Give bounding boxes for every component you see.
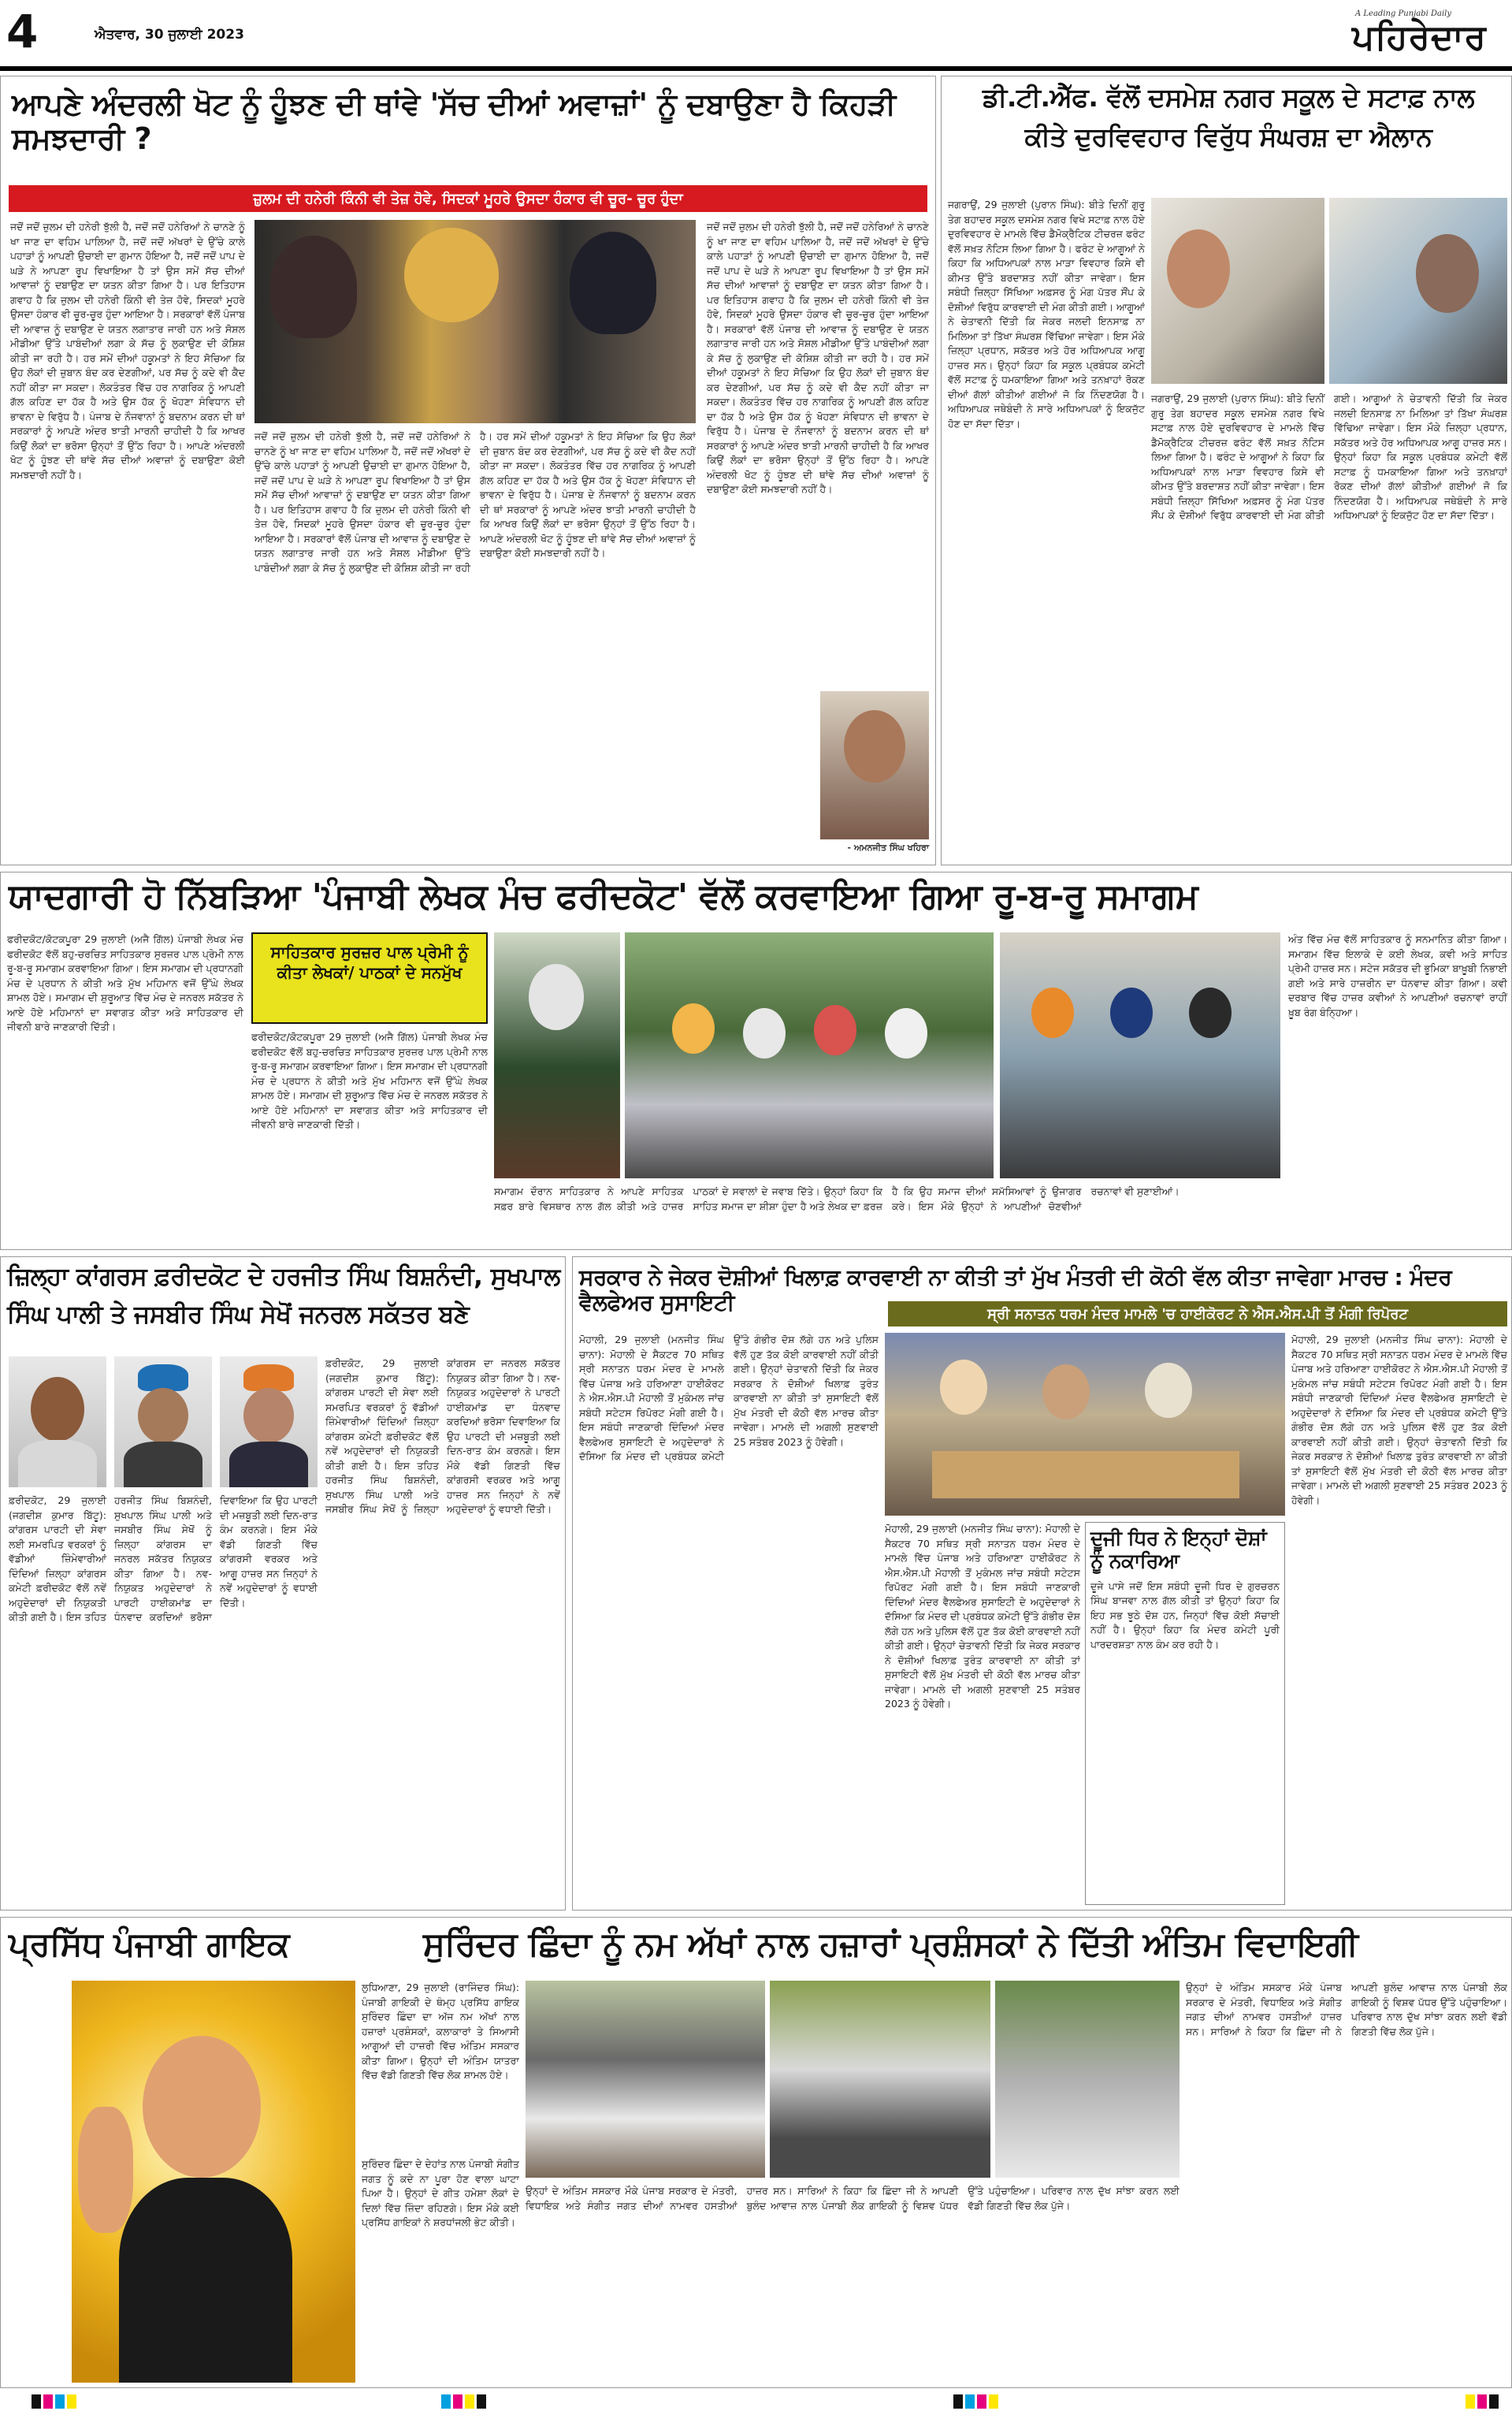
- mandir-body-left: ਮੋਹਾਲੀ, 29 ਜੁਲਾਈ (ਮਨਜੀਤ ਸਿੰਘ ਚਾਨਾ): ਮੋਹਾਲੀ ਦੇ ਸੈਕਟਰ 70 ਸਥਿਤ ਸ੍ਰੀ ਸਨਾਤਨ ਧਰਮ ਮੰਦਰ ਦੇ ਮਾਮਲੇ ਵਿੱਚ ਪੰਜਾਬ ਅਤੇ ਹਰਿਆਣਾ ਹਾਈਕੋਰਟ ਨੇ ਐਸ.ਐਸ.ਪੀ ਮੋਹਾਲੀ ਤੋਂ ਮੁਕੰਮਲ ਜਾਂਚ ਸਬੰਧੀ ਸਟੇਟਸ ਰਿਪੋਰਟ ਮੰਗੀ ਗਈ ਹੈ। ਇਸ ਸਬੰਧੀ ਜਾਣਕਾਰੀ ਦਿੰਦਿਆਂ ਮੰਦਰ ਵੈਲਫੇਅਰ ਸੁਸਾਇਟੀ ਦੇ ਅਹੁਦੇਦਾਰਾਂ ਨੇ ਦੱਸਿਆ ਕਿ ਮੰਦਰ ਦੀ ਪ੍ਰਬੰਧਕ ਕਮੇਟੀ ਉੱਤੇ ਗੰਭੀਰ ਦੋਸ਼ ਲੱਗੇ ਹਨ ਅਤੇ ਪੁਲਿਸ ਵੱਲੋਂ ਹੁਣ ਤੱਕ ਕੋਈ ਕਾਰਵਾਈ ਨਹੀਂ ਕੀਤੀ ਗਈ। ਉਨ੍ਹਾਂ ਚੇਤਾਵਨੀ ਦਿੱਤੀ ਕਿ ਜੇਕਰ ਸਰਕਾਰ ਨੇ ਦੋਸ਼ੀਆਂ ਖਿਲਾਫ਼ ਤੁਰੰਤ ਕਾਰਵਾਈ ਨਾ ਕੀਤੀ ਤਾਂ ਸੁਸਾਇਟੀ ਵੱਲੋਂ ਮੁੱਖ ਮੰਤਰੀ ਦੀ ਕੋਠੀ ਵੱਲ ਮਾਰਚ ਕੀਤਾ ਜਾਵੇਗਾ। ਮਾਮਲੇ ਦੀ ਅਗਲੀ ਸੁਣਵਾਈ 25 ਸਤੰਬਰ 2023 ਨੂੰ ਹੋਵੇਗੀ।: [579, 1334, 879, 1462]
- singer-headline: ਸੁਰਿੰਦਰ ਛਿੰਦਾ ਨੂੰ ਨਮ ਅੱਖਾਂ ਨਾਲ ਹਜ਼ਾਰਾਂ ਪ੍ਰਸ਼ੰਸਕਾਂ ਨੇ ਦਿੱਤੀ ਅੰਤਿਮ ਵਿਦਾਇਗੀ: [423, 1925, 1358, 1963]
- singer-section: [0, 1917, 1512, 2388]
- mandir-body-right: ਮੋਹਾਲੀ, 29 ਜੁਲਾਈ (ਮਨਜੀਤ ਸਿੰਘ ਚਾਨਾ): ਮੋਹਾਲੀ ਦੇ ਸੈਕਟਰ 70 ਸਥਿਤ ਸ੍ਰੀ ਸਨਾਤਨ ਧਰਮ ਮੰਦਰ ਦੇ ਮਾਮਲੇ ਵਿੱਚ ਪੰਜਾਬ ਅਤੇ ਹਰਿਆਣਾ ਹਾਈਕੋਰਟ ਨੇ ਐਸ.ਐਸ.ਪੀ ਮੋਹਾਲੀ ਤੋਂ ਮੁਕੰਮਲ ਜਾਂਚ ਸਬੰਧੀ ਸਟੇਟਸ ਰਿਪੋਰਟ ਮੰਗੀ ਗਈ ਹੈ। ਇਸ ਸਬੰਧੀ ਜਾਣਕਾਰੀ ਦਿੰਦਿਆਂ ਮੰਦਰ ਵੈਲਫੇਅਰ ਸੁਸਾਇਟੀ ਦੇ ਅਹੁਦੇਦਾਰਾਂ ਨੇ ਦੱਸਿਆ ਕਿ ਮੰਦਰ ਦੀ ਪ੍ਰਬੰਧਕ ਕਮੇਟੀ ਉੱਤੇ ਗੰਭੀਰ ਦੋਸ਼ ਲੱਗੇ ਹਨ ਅਤੇ ਪੁਲਿਸ ਵੱਲੋਂ ਹੁਣ ਤੱਕ ਕੋਈ ਕਾਰਵਾਈ ਨਹੀਂ ਕੀਤੀ ਗਈ। ਉਨ੍ਹਾਂ ਚੇਤਾਵਨੀ ਦਿੱਤੀ ਕਿ ਜੇਕਰ ਸਰਕਾਰ ਨੇ ਦੋਸ਼ੀਆਂ ਖਿਲਾਫ਼ ਤੁਰੰਤ ਕਾਰਵਾਈ ਨਾ ਕੀਤੀ ਤਾਂ ਸੁਸਾਇਟੀ ਵੱਲੋਂ ਮੁੱਖ ਮੰਤਰੀ ਦੀ ਕੋਠੀ ਵੱਲ ਮਾਰਚ ਕੀਤਾ ਜਾਵੇਗਾ। ਮਾਮਲੇ ਦੀ ਅਗਲੀ ਸੁਣਵਾਈ 25 ਸਤੰਬਰ 2023 ਨੂੰ ਹੋਵੇਗੀ।: [1291, 1334, 1507, 1506]
- congress-photo-3: [220, 1356, 318, 1487]
- staff-photo-2: [1329, 198, 1507, 384]
- staff-headline-line1: ਡੀ.ਟੀ.ਐੱਫ. ਵੱਲੋਂ ਦਸਮੇਸ਼ ਨਗਰ ਸਕੂਲ ਦੇ ਸਟਾਫ਼ ਨਾਲ: [982, 82, 1475, 113]
- singer-body-b: ਸੁਰਿੰਦਰ ਛਿੰਦਾ ਦੇ ਦੇਹਾਂਤ ਨਾਲ ਪੰਜਾਬੀ ਸੰਗੀਤ ਜਗਤ ਨੂੰ ਕਦੇ ਨਾ ਪੂਰਾ ਹੋਣ ਵਾਲਾ ਘਾਟਾ ਪਿਆ ਹੈ। ਉਨ੍ਹਾਂ ਦੇ ਗੀਤ ਹਮੇਸ਼ਾ ਲੋਕਾਂ ਦੇ ਦਿਲਾਂ ਵਿੱਚ ਜ਼ਿੰਦਾ ਰਹਿਣਗੇ। ਇਸ ਮੌਕੇ ਕਈ ਪ੍ਰਸਿੱਧ ਗਾਇਕਾਂ ਨੇ ਸ਼ਰਧਾਂਜਲੀ ਭੇਟ ਕੀਤੀ।: [362, 2158, 519, 2228]
- staff-photo-1: [1151, 198, 1324, 384]
- singer-funeral-photo-2: [770, 1981, 990, 2178]
- mandir-sidebar-title: ਦੂਜੀ ਧਿਰ ਨੇ ਇਨ੍ਹਾਂ ਦੋਸ਼ਾਂ ਨੂੰ ਨਕਾਰਿਆ: [1090, 1527, 1267, 1572]
- singer-funeral-photo-1: [526, 1981, 765, 2178]
- staff-headline-line2: ਕੀਤੇ ਦੁਰਵਿਵਹਾਰ ਵਿਰੁੱਧ ਸੰਘਰਸ਼ ਦਾ ਐਲਾਨ: [1024, 121, 1432, 152]
- staff-section: [941, 76, 1512, 865]
- congress-photo-2: [114, 1356, 212, 1487]
- faridkot-photo-3: [1000, 932, 1280, 1178]
- faridkot-sub-box-text: ਸਾਹਿਤਕਾਰ ਸੁਰਜ਼ਰ ਪਾਲ ਪ੍ਰੇਮੀ ਨੂੰ ਕੀਤਾ ਲੇਖਕਾਂ/ ਪਾਠਕਾਂ ਦੇ ਸਨਮੁੱਖ: [270, 943, 469, 982]
- editorial-body-mid: ਜਦੋਂ ਜਦੋਂ ਜ਼ੁਲਮ ਦੀ ਹਨੇਰੀ ਝੁੱਲੀ ਹੈ, ਜਦੋਂ ਜਦੋਂ ਹਨੇਰਿਆਂ ਨੇ ਚਾਨਣੇ ਨੂੰ ਖਾ ਜਾਣ ਦਾ ਵਹਿਮ ਪਾਲਿਆ ਹੈ, ਜਦੋਂ ਜਦੋਂ ਅੱਖਰਾਂ ਦੇ ਉੱਚੇ ਕਾਲੇ ਪਹਾੜਾਂ ਨੂੰ ਆਪਣੀ ਉਚਾਈ ਦਾ ਗੁਮਾਨ ਹੋਇਆ ਹੈ, ਜਦੋਂ ਜਦੋਂ ਪਾਪ ਦੇ ਘੜੇ ਨੇ ਆਪਣਾ ਰੂਪ ਵਿਖਾਇਆ ਹੈ ਤਾਂ ਉਸ ਸਮੇਂ ਸੱਚ ਦੀਆਂ ਆਵਾਜ਼ਾਂ ਨੂੰ ਦਬਾਉਣ ਦਾ ਯਤਨ ਕੀਤਾ ਗਿਆ ਹੈ। ਪਰ ਇਤਿਹਾਸ ਗਵਾਹ ਹੈ ਕਿ ਜ਼ੁਲਮ ਦੀ ਹਨੇਰੀ ਕਿੰਨੀ ਵੀ ਤੇਜ਼ ਹੋਵੇ, ਸਿਦਕਾਂ ਮੂਹਰੇ ਉਸਦਾ ਹੰਕਾਰ ਵੀ ਚੂਰ-ਚੂਰ ਹੁੰਦਾ ਆਇਆ ਹੈ। ਸਰਕਾਰਾਂ ਵੱਲੋਂ ਪੰਜਾਬ ਦੀ ਆਵਾਜ਼ ਨੂੰ ਦਬਾਉਣ ਦੇ ਯਤਨ ਲਗਾਤਾਰ ਜਾਰੀ ਹਨ ਅਤੇ ਸੋਸ਼ਲ ਮੀਡੀਆ ਉੱਤੇ ਪਾਬੰਦੀਆਂ ਲਗਾ ਕੇ ਸੱਚ ਨੂੰ ਲੁਕਾਉਣ ਦੀ ਕੋਸ਼ਿਸ਼ ਕੀਤੀ ਜਾ ਰਹੀ ਹੈ। ਹਰ ਸਮੇਂ ਦੀਆਂ ਹਕੂਮਤਾਂ ਨੇ ਇਹ ਸੋਚਿਆ ਕਿ ਉਹ ਲੋਕਾਂ ਦੀ ਜ਼ੁਬਾਨ ਬੰਦ ਕਰ ਦੇਣਗੀਆਂ, ਪਰ ਸੱਚ ਨੂੰ ਕਦੇ ਵੀ ਕੈਦ ਨਹੀਂ ਕੀਤਾ ਜਾ ਸਕਦਾ। ਲੋਕਤੰਤਰ ਵਿੱਚ ਹਰ ਨਾਗਰਿਕ ਨੂੰ ਆਪਣੀ ਗੱਲ ਕਹਿਣ ਦਾ ਹੱਕ ਹੈ ਅਤੇ ਉਸ ਹੱਕ ਨੂੰ ਖੋਹਣਾ ਸੰਵਿਧਾਨ ਦੀ ਭਾਵਨਾ ਦੇ ਵਿਰੁੱਧ ਹੈ। ਪੰਜਾਬ ਦੇ ਨੌਜਵਾਨਾਂ ਨੂੰ ਬਦਨਾਮ ਕਰਨ ਦੀ ਥਾਂ ਸਰਕਾਰਾਂ ਨੂੰ ਆਪਣੇ ਅੰਦਰ ਝਾਤੀ ਮਾਰਨੀ ਚਾਹੀਦੀ ਹੈ ਕਿ ਆਖਰ ਕਿਉਂ ਲੋਕਾਂ ਦਾ ਭਰੋਸਾ ਉਨ੍ਹਾਂ ਤੋਂ ਉੱਠ ਰਿਹਾ ਹੈ। ਆਪਣੇ ਅੰਦਰਲੀ ਖੋਟ ਨੂੰ ਹੂੰਝਣ ਦੀ ਥਾਂਵੇ ਸੱਚ ਦੀਆਂ ਅਵਾਜ਼ਾਂ ਨੂੰ ਦਬਾਉਣਾ ਕੋਈ ਸਮਝਦਾਰੀ ਨਹੀਂ ਹੈ।: [254, 430, 696, 574]
- registration-marks-center-right: [953, 2394, 998, 2409]
- faridkot-body-left2: ਫਰੀਦਕੋਟ/ਕੋਟਕਪੂਰਾ 29 ਜੁਲਾਈ (ਅਜੈ ਗਿੱਲ) ਪੰਜਾਬੀ ਲੇਖਕ ਮੰਚ ਫਰੀਦਕੋਟ ਵੱਲੋਂ ਬਹੁ-ਚਰਚਿਤ ਸਾਹਿਤਕਾਰ ਸੁਰਜ਼ਰ ਪਾਲ ਪ੍ਰੇਮੀ ਨਾਲ ਰੂ-ਬ-ਰੂ ਸਮਾਗਮ ਕਰਵਾਇਆ ਗਿਆ। ਇਸ ਸਮਾਗਮ ਦੀ ਪ੍ਰਧਾਨਗੀ ਮੰਚ ਦੇ ਪ੍ਰਧਾਨ ਨੇ ਕੀਤੀ ਅਤੇ ਮੁੱਖ ਮਹਿਮਾਨ ਵਜੋਂ ਉੱਘੇ ਲੇਖਕ ਸ਼ਾਮਲ ਹੋਏ। ਸਮਾਗਮ ਦੀ ਸ਼ੁਰੂਆਤ ਵਿੱਚ ਮੰਚ ਦੇ ਜਨਰਲ ਸਕੱਤਰ ਨੇ ਆਏ ਹੋਏ ਮਹਿਮਾਨਾਂ ਦਾ ਸਵਾਗਤ ਕੀਤਾ ਅਤੇ ਸਾਹਿਤਕਾਰ ਦੀ ਜੀਵਨੀ ਬਾਰੇ ਜਾਣਕਾਰੀ ਦਿੱਤੀ।: [251, 1031, 488, 1130]
- registration-marks-center-left: [441, 2394, 486, 2409]
- faridkot-body-mid: ਸਮਾਗਮ ਦੌਰਾਨ ਸਾਹਿਤਕਾਰ ਨੇ ਆਪਣੇ ਸਾਹਿਤਕ ਸਫ਼ਰ ਬਾਰੇ ਵਿਸਥਾਰ ਨਾਲ ਗੱਲ ਕੀਤੀ ਅਤੇ ਹਾਜ਼ਰ ਪਾਠਕਾਂ ਦੇ ਸਵਾਲਾਂ ਦੇ ਜਵਾਬ ਦਿੱਤੇ। ਉਨ੍ਹਾਂ ਕਿਹਾ ਕਿ ਸਾਹਿਤ ਸਮਾਜ ਦਾ ਸ਼ੀਸ਼ਾ ਹੁੰਦਾ ਹੈ ਅਤੇ ਲੇਖਕ ਦਾ ਫ਼ਰਜ਼ ਹੈ ਕਿ ਉਹ ਸਮਾਜ ਦੀਆਂ ਸਮੱਸਿਆਵਾਂ ਨੂੰ ਉਜਾਗਰ ਕਰੇ। ਇਸ ਮੌਕੇ ਉਨ੍ਹਾਂ ਨੇ ਆਪਣੀਆਂ ਚੋਣਵੀਆਂ ਰਚਨਾਵਾਂ ਵੀ ਸੁਣਾਈਆਂ।: [494, 1185, 1180, 1212]
- faridkot-body-left: ਫਰੀਦਕੋਟ/ਕੋਟਕਪੂਰਾ 29 ਜੁਲਾਈ (ਅਜੈ ਗਿੱਲ) ਪੰਜਾਬੀ ਲੇਖਕ ਮੰਚ ਫਰੀਦਕੋਟ ਵੱਲੋਂ ਬਹੁ-ਚਰਚਿਤ ਸਾਹਿਤਕਾਰ ਸੁਰਜ਼ਰ ਪਾਲ ਪ੍ਰੇਮੀ ਨਾਲ ਰੂ-ਬ-ਰੂ ਸਮਾਗਮ ਕਰਵਾਇਆ ਗਿਆ। ਇਸ ਸਮਾਗਮ ਦੀ ਪ੍ਰਧਾਨਗੀ ਮੰਚ ਦੇ ਪ੍ਰਧਾਨ ਨੇ ਕੀਤੀ ਅਤੇ ਮੁੱਖ ਮਹਿਮਾਨ ਵਜੋਂ ਉੱਘੇ ਲੇਖਕ ਸ਼ਾਮਲ ਹੋਏ। ਸਮਾਗਮ ਦੀ ਸ਼ੁਰੂਆਤ ਵਿੱਚ ਮੰਚ ਦੇ ਜਨਰਲ ਸਕੱਤਰ ਨੇ ਆਏ ਹੋਏ ਮਹਿਮਾਨਾਂ ਦਾ ਸਵਾਗਤ ਕੀਤਾ ਅਤੇ ਸਾਹਿਤਕਾਰ ਦੀ ਜੀਵਨੀ ਬਾਰੇ ਜਾਣਕਾਰੀ ਦਿੱਤੀ।: [7, 933, 243, 1032]
- singer-body-a: ਲੁਧਿਆਣਾ, 29 ਜੁਲਾਈ (ਰਾਜਿੰਦਰ ਸਿੰਘ): ਪੰਜਾਬੀ ਗਾਇਕੀ ਦੇ ਥੰਮ੍ਹ ਪ੍ਰਸਿੱਧ ਗਾਇਕ ਸੁਰਿੰਦਰ ਛਿੰਦਾ ਦਾ ਅੱਜ ਨਮ ਅੱਖਾਂ ਨਾਲ ਹਜ਼ਾਰਾਂ ਪ੍ਰਸ਼ੰਸਕਾਂ, ਕਲਾਕਾਰਾਂ ਤੇ ਸਿਆਸੀ ਆਗੂਆਂ ਦੀ ਹਾਜ਼ਰੀ ਵਿੱਚ ਅੰਤਿਮ ਸਸਕਾਰ ਕੀਤਾ ਗਿਆ। ਉਨ੍ਹਾਂ ਦੀ ਅੰਤਿਮ ਯਾਤਰਾ ਵਿੱਚ ਵੱਡੀ ਗਿਣਤੀ ਵਿੱਚ ਲੋਕ ਸ਼ਾਮਲ ਹੋਏ।: [362, 1981, 519, 2081]
- singer-funeral-photo-3: [995, 1981, 1180, 2178]
- editorial-body-left: ਜਦੋਂ ਜਦੋਂ ਜ਼ੁਲਮ ਦੀ ਹਨੇਰੀ ਝੁੱਲੀ ਹੈ, ਜਦੋਂ ਜਦੋਂ ਹਨੇਰਿਆਂ ਨੇ ਚਾਨਣੇ ਨੂੰ ਖਾ ਜਾਣ ਦਾ ਵਹਿਮ ਪਾਲਿਆ ਹੈ, ਜਦੋਂ ਜਦੋਂ ਅੱਖਰਾਂ ਦੇ ਉੱਚੇ ਕਾਲੇ ਪਹਾੜਾਂ ਨੂੰ ਆਪਣੀ ਉਚਾਈ ਦਾ ਗੁਮਾਨ ਹੋਇਆ ਹੈ, ਜਦੋਂ ਜਦੋਂ ਪਾਪ ਦੇ ਘੜੇ ਨੇ ਆਪਣਾ ਰੂਪ ਵਿਖਾਇਆ ਹੈ ਤਾਂ ਉਸ ਸਮੇਂ ਸੱਚ ਦੀਆਂ ਆਵਾਜ਼ਾਂ ਨੂੰ ਦਬਾਉਣ ਦਾ ਯਤਨ ਕੀਤਾ ਗਿਆ ਹੈ। ਪਰ ਇਤਿਹਾਸ ਗਵਾਹ ਹੈ ਕਿ ਜ਼ੁਲਮ ਦੀ ਹਨੇਰੀ ਕਿੰਨੀ ਵੀ ਤੇਜ਼ ਹੋਵੇ, ਸਿਦਕਾਂ ਮੂਹਰੇ ਉਸਦਾ ਹੰਕਾਰ ਵੀ ਚੂਰ-ਚੂਰ ਹੁੰਦਾ ਆਇਆ ਹੈ। ਸਰਕਾਰਾਂ ਵੱਲੋਂ ਪੰਜਾਬ ਦੀ ਆਵਾਜ਼ ਨੂੰ ਦਬਾਉਣ ਦੇ ਯਤਨ ਲਗਾਤਾਰ ਜਾਰੀ ਹਨ ਅਤੇ ਸੋਸ਼ਲ ਮੀਡੀਆ ਉੱਤੇ ਪਾਬੰਦੀਆਂ ਲਗਾ ਕੇ ਸੱਚ ਨੂੰ ਲੁਕਾਉਣ ਦੀ ਕੋਸ਼ਿਸ਼ ਕੀਤੀ ਜਾ ਰਹੀ ਹੈ। ਹਰ ਸਮੇਂ ਦੀਆਂ ਹਕੂਮਤਾਂ ਨੇ ਇਹ ਸੋਚਿਆ ਕਿ ਉਹ ਲੋਕਾਂ ਦੀ ਜ਼ੁਬਾਨ ਬੰਦ ਕਰ ਦੇਣਗੀਆਂ, ਪਰ ਸੱਚ ਨੂੰ ਕਦੇ ਵੀ ਕੈਦ ਨਹੀਂ ਕੀਤਾ ਜਾ ਸਕਦਾ। ਲੋਕਤੰਤਰ ਵਿੱਚ ਹਰ ਨਾਗਰਿਕ ਨੂੰ ਆਪਣੀ ਗੱਲ ਕਹਿਣ ਦਾ ਹੱਕ ਹੈ ਅਤੇ ਉਸ ਹੱਕ ਨੂੰ ਖੋਹਣਾ ਸੰਵਿਧਾਨ ਦੀ ਭਾਵਨਾ ਦੇ ਵਿਰੁੱਧ ਹੈ। ਪੰਜਾਬ ਦੇ ਨੌਜਵਾਨਾਂ ਨੂੰ ਬਦਨਾਮ ਕਰਨ ਦੀ ਥਾਂ ਸਰਕਾਰਾਂ ਨੂੰ ਆਪਣੇ ਅੰਦਰ ਝਾਤੀ ਮਾਰਨੀ ਚਾਹੀਦੀ ਹੈ ਕਿ ਆਖਰ ਕਿਉਂ ਲੋਕਾਂ ਦਾ ਭਰੋਸਾ ਉਨ੍ਹਾਂ ਤੋਂ ਉੱਠ ਰਿਹਾ ਹੈ। ਆਪਣੇ ਅੰਦਰਲੀ ਖੋਟ ਨੂੰ ਹੂੰਝਣ ਦੀ ਥਾਂਵੇ ਸੱਚ ਦੀਆਂ ਅਵਾਜ਼ਾਂ ਨੂੰ ਦਬਾਉਣਾ ਕੋਈ ਸਮਝਦਾਰੀ ਨਹੀਂ ਹੈ।: [10, 221, 245, 481]
- mandir-section: [572, 1256, 1512, 1911]
- editorial-byline: - ਅਮਨਜੀਤ ਸਿੰਘ ਖਹਿਰਾ: [847, 843, 929, 853]
- editorial-body-right: ਜਦੋਂ ਜਦੋਂ ਜ਼ੁਲਮ ਦੀ ਹਨੇਰੀ ਝੁੱਲੀ ਹੈ, ਜਦੋਂ ਜਦੋਂ ਹਨੇਰਿਆਂ ਨੇ ਚਾਨਣੇ ਨੂੰ ਖਾ ਜਾਣ ਦਾ ਵਹਿਮ ਪਾਲਿਆ ਹੈ, ਜਦੋਂ ਜਦੋਂ ਅੱਖਰਾਂ ਦੇ ਉੱਚੇ ਕਾਲੇ ਪਹਾੜਾਂ ਨੂੰ ਆਪਣੀ ਉਚਾਈ ਦਾ ਗੁਮਾਨ ਹੋਇਆ ਹੈ, ਜਦੋਂ ਜਦੋਂ ਪਾਪ ਦੇ ਘੜੇ ਨੇ ਆਪਣਾ ਰੂਪ ਵਿਖਾਇਆ ਹੈ ਤਾਂ ਉਸ ਸਮੇਂ ਸੱਚ ਦੀਆਂ ਆਵਾਜ਼ਾਂ ਨੂੰ ਦਬਾਉਣ ਦਾ ਯਤਨ ਕੀਤਾ ਗਿਆ ਹੈ। ਪਰ ਇਤਿਹਾਸ ਗਵਾਹ ਹੈ ਕਿ ਜ਼ੁਲਮ ਦੀ ਹਨੇਰੀ ਕਿੰਨੀ ਵੀ ਤੇਜ਼ ਹੋਵੇ, ਸਿਦਕਾਂ ਮੂਹਰੇ ਉਸਦਾ ਹੰਕਾਰ ਵੀ ਚੂਰ-ਚੂਰ ਹੁੰਦਾ ਆਇਆ ਹੈ। ਸਰਕਾਰਾਂ ਵੱਲੋਂ ਪੰਜਾਬ ਦੀ ਆਵਾਜ਼ ਨੂੰ ਦਬਾਉਣ ਦੇ ਯਤਨ ਲਗਾਤਾਰ ਜਾਰੀ ਹਨ ਅਤੇ ਸੋਸ਼ਲ ਮੀਡੀਆ ਉੱਤੇ ਪਾਬੰਦੀਆਂ ਲਗਾ ਕੇ ਸੱਚ ਨੂੰ ਲੁਕਾਉਣ ਦੀ ਕੋਸ਼ਿਸ਼ ਕੀਤੀ ਜਾ ਰਹੀ ਹੈ। ਹਰ ਸਮੇਂ ਦੀਆਂ ਹਕੂਮਤਾਂ ਨੇ ਇਹ ਸੋਚਿਆ ਕਿ ਉਹ ਲੋਕਾਂ ਦੀ ਜ਼ੁਬਾਨ ਬੰਦ ਕਰ ਦੇਣਗੀਆਂ, ਪਰ ਸੱਚ ਨੂੰ ਕਦੇ ਵੀ ਕੈਦ ਨਹੀਂ ਕੀਤਾ ਜਾ ਸਕਦਾ। ਲੋਕਤੰਤਰ ਵਿੱਚ ਹਰ ਨਾਗਰਿਕ ਨੂੰ ਆਪਣੀ ਗੱਲ ਕਹਿਣ ਦਾ ਹੱਕ ਹੈ ਅਤੇ ਉਸ ਹੱਕ ਨੂੰ ਖੋਹਣਾ ਸੰਵਿਧਾਨ ਦੀ ਭਾਵਨਾ ਦੇ ਵਿਰੁੱਧ ਹੈ। ਪੰਜਾਬ ਦੇ ਨੌਜਵਾਨਾਂ ਨੂੰ ਬਦਨਾਮ ਕਰਨ ਦੀ ਥਾਂ ਸਰਕਾਰਾਂ ਨੂੰ ਆਪਣੇ ਅੰਦਰ ਝਾਤੀ ਮਾਰਨੀ ਚਾਹੀਦੀ ਹੈ ਕਿ ਆਖਰ ਕਿਉਂ ਲੋਕਾਂ ਦਾ ਭਰੋਸਾ ਉਨ੍ਹਾਂ ਤੋਂ ਉੱਠ ਰਿਹਾ ਹੈ। ਆਪਣੇ ਅੰਦਰਲੀ ਖੋਟ ਨੂੰ ਹੂੰਝਣ ਦੀ ਥਾਂਵੇ ਸੱਚ ਦੀਆਂ ਅਵਾਜ਼ਾਂ ਨੂੰ ਦਬਾਉਣਾ ਕੋਈ ਸਮਝਦਾਰੀ ਨਹੀਂ ਹੈ।: [707, 221, 929, 495]
- author-photo: [820, 691, 929, 839]
- mandir-sidebar: [1085, 1522, 1285, 1905]
- staff-body: ਜਗਰਾਉਂ, 29 ਜੁਲਾਈ (ਪੁਰਾਨ ਸਿੰਘ): ਬੀਤੇ ਦਿਨੀਂ ਗੁਰੂ ਤੇਗ ਬਹਾਦਰ ਸਕੂਲ ਦਸਮੇਸ਼ ਨਗਰ ਵਿਖੇ ਸਟਾਫ਼ ਨਾਲ ਹੋਏ ਦੁਰਵਿਵਹਾਰ ਦੇ ਮਾਮਲੇ ਵਿੱਚ ਡੈਮੋਕ੍ਰੈਟਿਕ ਟੀਚਰਜ਼ ਫਰੰਟ ਵੱਲੋਂ ਸਖ਼ਤ ਨੋਟਿਸ ਲਿਆ ਗਿਆ ਹੈ। ਫਰੰਟ ਦੇ ਆਗੂਆਂ ਨੇ ਕਿਹਾ ਕਿ ਅਧਿਆਪਕਾਂ ਨਾਲ ਮਾੜਾ ਵਿਵਹਾਰ ਕਿਸੇ ਵੀ ਕੀਮਤ ਉੱਤੇ ਬਰਦਾਸ਼ਤ ਨਹੀਂ ਕੀਤਾ ਜਾਵੇਗਾ। ਇਸ ਸਬੰਧੀ ਜ਼ਿਲ੍ਹਾ ਸਿੱਖਿਆ ਅਫ਼ਸਰ ਨੂੰ ਮੰਗ ਪੱਤਰ ਸੌਂਪ ਕੇ ਦੋਸ਼ੀਆਂ ਵਿਰੁੱਧ ਕਾਰਵਾਈ ਦੀ ਮੰਗ ਕੀਤੀ ਗਈ। ਆਗੂਆਂ ਨੇ ਚੇਤਾਵਨੀ ਦਿੱਤੀ ਕਿ ਜੇਕਰ ਜਲਦੀ ਇਨਸਾਫ਼ ਨਾ ਮਿਲਿਆ ਤਾਂ ਤਿੱਖਾ ਸੰਘਰਸ਼ ਵਿੱਢਿਆ ਜਾਵੇਗਾ। ਇਸ ਮੌਕੇ ਜ਼ਿਲ੍ਹਾ ਪ੍ਰਧਾਨ, ਸਕੱਤਰ ਅਤੇ ਹੋਰ ਅਧਿਆਪਕ ਆਗੂ ਹਾਜ਼ਰ ਸਨ। ਉਨ੍ਹਾਂ ਕਿਹਾ ਕਿ ਸਕੂਲ ਪ੍ਰਬੰਧਕ ਕਮੇਟੀ ਵੱਲੋਂ ਸਟਾਫ਼ ਨੂੰ ਧਮਕਾਇਆ ਗਿਆ ਅਤੇ ਤਨਖ਼ਾਹਾਂ ਰੋਕਣ ਦੀਆਂ ਗੱਲਾਂ ਕੀਤੀਆਂ ਗਈਆਂ ਜੋ ਕਿ ਨਿੰਦਣਯੋਗ ਹੈ। ਅਧਿਆਪਕ ਜਥੇਬੰਦੀ ਨੇ ਸਾਰੇ ਅਧਿਆਪਕਾਂ ਨੂੰ ਇਕਜੁੱਟ ਹੋਣ ਦਾ ਸੱਦਾ ਦਿੱਤਾ।: [948, 199, 1145, 430]
- faridkot-headline: ਯਾਦਗਾਰੀ ਹੋ ਨਿੱਬੜਿਆ 'ਪੰਜਾਬੀ ਲੇਖਕ ਮੰਚ ਫਰੀਦਕੋਟ' ਵੱਲੋਂ ਕਰਵਾਇਆ ਗਿਆ ਰੂ-ਬ-ਰੂ ਸਮਾਗਮ: [9, 876, 1198, 917]
- editorial-section: [0, 76, 936, 865]
- congress-section: [0, 1256, 566, 1911]
- mandir-headline: ਸਰਕਾਰ ਨੇ ਜੇਕਰ ਦੋਸ਼ੀਆਂ ਖਿਲਾਫ਼ ਕਾਰਵਾਈ ਨਾ ਕੀਤੀ ਤਾਂ ਮੁੱਖ ਮੰਤਰੀ ਦੀ ਕੋਠੀ ਵੱਲ ਕੀਤਾ ਜਾਵੇਗਾ ਮਾਰਚ : ਮੰਦਰ ਵੈਲਫੇਅਰ ਸੁਸਾਇਟੀ: [579, 1264, 1452, 1316]
- singer-label: ਪ੍ਰਸਿੱਧ ਪੰਜਾਬੀ ਗਾਇਕ: [9, 1925, 290, 1963]
- issue-date: ਐਤਵਾਰ, 30 ਜੁਲਾਈ 2023: [95, 27, 244, 43]
- mandir-body-mid: ਮੋਹਾਲੀ, 29 ਜੁਲਾਈ (ਮਨਜੀਤ ਸਿੰਘ ਚਾਨਾ): ਮੋਹਾਲੀ ਦੇ ਸੈਕਟਰ 70 ਸਥਿਤ ਸ੍ਰੀ ਸਨਾਤਨ ਧਰਮ ਮੰਦਰ ਦੇ ਮਾਮਲੇ ਵਿੱਚ ਪੰਜਾਬ ਅਤੇ ਹਰਿਆਣਾ ਹਾਈਕੋਰਟ ਨੇ ਐਸ.ਐਸ.ਪੀ ਮੋਹਾਲੀ ਤੋਂ ਮੁਕੰਮਲ ਜਾਂਚ ਸਬੰਧੀ ਸਟੇਟਸ ਰਿਪੋਰਟ ਮੰਗੀ ਗਈ ਹੈ। ਇਸ ਸਬੰਧੀ ਜਾਣਕਾਰੀ ਦਿੰਦਿਆਂ ਮੰਦਰ ਵੈਲਫੇਅਰ ਸੁਸਾਇਟੀ ਦੇ ਅਹੁਦੇਦਾਰਾਂ ਨੇ ਦੱਸਿਆ ਕਿ ਮੰਦਰ ਦੀ ਪ੍ਰਬੰਧਕ ਕਮੇਟੀ ਉੱਤੇ ਗੰਭੀਰ ਦੋਸ਼ ਲੱਗੇ ਹਨ ਅਤੇ ਪੁਲਿਸ ਵੱਲੋਂ ਹੁਣ ਤੱਕ ਕੋਈ ਕਾਰਵਾਈ ਨਹੀਂ ਕੀਤੀ ਗਈ। ਉਨ੍ਹਾਂ ਚੇਤਾਵਨੀ ਦਿੱਤੀ ਕਿ ਜੇਕਰ ਸਰਕਾਰ ਨੇ ਦੋਸ਼ੀਆਂ ਖਿਲਾਫ਼ ਤੁਰੰਤ ਕਾਰਵਾਈ ਨਾ ਕੀਤੀ ਤਾਂ ਸੁਸਾਇਟੀ ਵੱਲੋਂ ਮੁੱਖ ਮੰਤਰੀ ਦੀ ਕੋਠੀ ਵੱਲ ਮਾਰਚ ਕੀਤਾ ਜਾਵੇਗਾ। ਮਾਮਲੇ ਦੀ ਅਗਲੀ ਸੁਣਵਾਈ 25 ਸਤੰਬਰ 2023 ਨੂੰ ਹੋਵੇਗੀ।: [885, 1523, 1080, 1710]
- mandir-banner: ਸ੍ਰੀ ਸਨਾਤਨ ਧਰਮ ਮੰਦਰ ਮਾਮਲੇ 'ਚ ਹਾਈਕੋਰਟ ਨੇ ਐਸ.ਐਸ.ਪੀ ਤੋਂ ਮੰਗੀ ਰਿਪੋਰਟ: [888, 1301, 1507, 1326]
- congress-headline-line2: ਸਿੰਘ ਪਾਲੀ ਤੇ ਜਸਬੀਰ ਸਿੰਘ ਸੇਖੋਂ ਜਨਰਲ ਸਕੱਤਰ ਬਣੇ: [7, 1300, 470, 1329]
- header-rule: [0, 66, 1512, 71]
- congress-body-1: ਫ਼ਰੀਦਕੋਟ, 29 ਜੁਲਾਈ (ਜਗਦੀਸ਼ ਕੁਮਾਰ ਬਿੱਟੂ): ਕਾਂਗਰਸ ਪਾਰਟੀ ਦੀ ਸੇਵਾ ਲਈ ਸਮਰਪਿਤ ਵਰਕਰਾਂ ਨੂੰ ਵੱਡੀਆਂ ਜ਼ਿੰਮੇਵਾਰੀਆਂ ਦਿੰਦਿਆਂ ਜ਼ਿਲ੍ਹਾ ਕਾਂਗਰਸ ਕਮੇਟੀ ਫ਼ਰੀਦਕੋਟ ਵੱਲੋਂ ਨਵੇਂ ਅਹੁਦੇਦਾਰਾਂ ਦੀ ਨਿਯੁਕਤੀ ਕੀਤੀ ਗਈ ਹੈ। ਇਸ ਤਹਿਤ ਹਰਜੀਤ ਸਿੰਘ ਬਿਸ਼ਨੰਦੀ, ਸੁਖਪਾਲ ਸਿੰਘ ਪਾਲੀ ਅਤੇ ਜਸਬੀਰ ਸਿੰਘ ਸੇਖੋਂ ਨੂੰ ਜ਼ਿਲ੍ਹਾ ਕਾਂਗਰਸ ਦਾ ਜਨਰਲ ਸਕੱਤਰ ਨਿਯੁਕਤ ਕੀਤਾ ਗਿਆ ਹੈ। ਨਵ-ਨਿਯੁਕਤ ਅਹੁਦੇਦਾਰਾਂ ਨੇ ਪਾਰਟੀ ਹਾਈਕਮਾਂਡ ਦਾ ਧੰਨਵਾਦ ਕਰਦਿਆਂ ਭਰੋਸਾ ਦਿਵਾਇਆ ਕਿ ਉਹ ਪਾਰਟੀ ਦੀ ਮਜ਼ਬੂਤੀ ਲਈ ਦਿਨ-ਰਾਤ ਕੰਮ ਕਰਨਗੇ। ਇਸ ਮੌਕੇ ਵੱਡੀ ਗਿਣਤੀ ਵਿੱਚ ਕਾਂਗਰਸੀ ਵਰਕਰ ਅਤੇ ਆਗੂ ਹਾਜ਼ਰ ਸਨ ਜਿਨ੍ਹਾਂ ਨੇ ਨਵੇਂ ਅਹੁਦੇਦਾਰਾਂ ਨੂੰ ਵਧਾਈ ਦਿੱਤੀ।: [325, 1357, 560, 1515]
- faridkot-photo-2: [625, 932, 994, 1178]
- page-number: 4: [6, 5, 39, 58]
- staff-body-2: ਜਗਰਾਉਂ, 29 ਜੁਲਾਈ (ਪੁਰਾਨ ਸਿੰਘ): ਬੀਤੇ ਦਿਨੀਂ ਗੁਰੂ ਤੇਗ ਬਹਾਦਰ ਸਕੂਲ ਦਸਮੇਸ਼ ਨਗਰ ਵਿਖੇ ਸਟਾਫ਼ ਨਾਲ ਹੋਏ ਦੁਰਵਿਵਹਾਰ ਦੇ ਮਾਮਲੇ ਵਿੱਚ ਡੈਮੋਕ੍ਰੈਟਿਕ ਟੀਚਰਜ਼ ਫਰੰਟ ਵੱਲੋਂ ਸਖ਼ਤ ਨੋਟਿਸ ਲਿਆ ਗਿਆ ਹੈ। ਫਰੰਟ ਦੇ ਆਗੂਆਂ ਨੇ ਕਿਹਾ ਕਿ ਅਧਿਆਪਕਾਂ ਨਾਲ ਮਾੜਾ ਵਿਵਹਾਰ ਕਿਸੇ ਵੀ ਕੀਮਤ ਉੱਤੇ ਬਰਦਾਸ਼ਤ ਨਹੀਂ ਕੀਤਾ ਜਾਵੇਗਾ। ਇਸ ਸਬੰਧੀ ਜ਼ਿਲ੍ਹਾ ਸਿੱਖਿਆ ਅਫ਼ਸਰ ਨੂੰ ਮੰਗ ਪੱਤਰ ਸੌਂਪ ਕੇ ਦੋਸ਼ੀਆਂ ਵਿਰੁੱਧ ਕਾਰਵਾਈ ਦੀ ਮੰਗ ਕੀਤੀ ਗਈ। ਆਗੂਆਂ ਨੇ ਚੇਤਾਵਨੀ ਦਿੱਤੀ ਕਿ ਜੇਕਰ ਜਲਦੀ ਇਨਸਾਫ਼ ਨਾ ਮਿਲਿਆ ਤਾਂ ਤਿੱਖਾ ਸੰਘਰਸ਼ ਵਿੱਢਿਆ ਜਾਵੇਗਾ। ਇਸ ਮੌਕੇ ਜ਼ਿਲ੍ਹਾ ਪ੍ਰਧਾਨ, ਸਕੱਤਰ ਅਤੇ ਹੋਰ ਅਧਿਆਪਕ ਆਗੂ ਹਾਜ਼ਰ ਸਨ। ਉਨ੍ਹਾਂ ਕਿਹਾ ਕਿ ਸਕੂਲ ਪ੍ਰਬੰਧਕ ਕਮੇਟੀ ਵੱਲੋਂ ਸਟਾਫ਼ ਨੂੰ ਧਮਕਾਇਆ ਗਿਆ ਅਤੇ ਤਨਖ਼ਾਹਾਂ ਰੋਕਣ ਦੀਆਂ ਗੱਲਾਂ ਕੀਤੀਆਂ ਗਈਆਂ ਜੋ ਕਿ ਨਿੰਦਣਯੋਗ ਹੈ। ਅਧਿਆਪਕ ਜਥੇਬੰਦੀ ਨੇ ਸਾਰੇ ਅਧਿਆਪਕਾਂ ਨੂੰ ਇਕਜੁੱਟ ਹੋਣ ਦਾ ਸੱਦਾ ਦਿੱਤਾ।: [1151, 393, 1507, 521]
- faridkot-sub-box: [251, 932, 488, 1024]
- singer-body-d: ਉਨ੍ਹਾਂ ਦੇ ਅੰਤਿਮ ਸਸਕਾਰ ਮੌਕੇ ਪੰਜਾਬ ਸਰਕਾਰ ਦੇ ਮੰਤਰੀ, ਵਿਧਾਇਕ ਅਤੇ ਸੰਗੀਤ ਜਗਤ ਦੀਆਂ ਨਾਮਵਰ ਹਸਤੀਆਂ ਹਾਜ਼ਰ ਸਨ। ਸਾਰਿਆਂ ਨੇ ਕਿਹਾ ਕਿ ਛਿੰਦਾ ਜੀ ਨੇ ਆਪਣੀ ਬੁਲੰਦ ਆਵਾਜ਼ ਨਾਲ ਪੰਜਾਬੀ ਲੋਕ ਗਾਇਕੀ ਨੂੰ ਵਿਸ਼ਵ ਪੱਧਰ ਉੱਤੇ ਪਹੁੰਚਾਇਆ। ਪਰਿਵਾਰ ਨਾਲ ਦੁੱਖ ਸਾਂਝਾ ਕਰਨ ਲਈ ਵੱਡੀ ਗਿਣਤੀ ਵਿੱਚ ਲੋਕ ਪੁੱਜੇ।: [1186, 1981, 1507, 2037]
- congress-headline-line1: ਜ਼ਿਲ੍ਹਾ ਕਾਂਗਰਸ ਫ਼ਰੀਦਕੋਟ ਦੇ ਹਰਜੀਤ ਸਿੰਘ ਬਿਸ਼ਨੰਦੀ, ਸੁਖਪਾਲ: [7, 1263, 560, 1291]
- faridkot-section: [0, 872, 1512, 1250]
- editorial-banner: ਜ਼ੁਲਮ ਦੀ ਹਨੇਰੀ ਕਿੰਨੀ ਵੀ ਤੇਜ਼ ਹੋਵੇ, ਸਿਦਕਾਂ ਮੂਹਰੇ ਉਸਦਾ ਹੰਕਾਰ ਵੀ ਚੂਰ- ਚੂਰ ਹੁੰਦਾ: [9, 185, 927, 212]
- mandir-photo: [885, 1333, 1285, 1516]
- brand-masthead: ਪਹਿਰੇਦਾਰ: [1352, 17, 1487, 58]
- congress-photo-1: [9, 1356, 106, 1487]
- editorial-headline: ਆਪਣੇ ਅੰਦਰਲੀ ਖੋਟ ਨੂੰ ਹੂੰਝਣ ਦੀ ਥਾਂਵੇ 'ਸੱਚ ਦੀਆਂ ਅਵਾਜ਼ਾਂ' ਨੂੰ ਦਬਾਉਣਾ ਹੈ ਕਿਹੜੀ ਸਮਝਦਾਰੀ ?: [12, 87, 896, 156]
- brand-tagline: A Leading Punjabi Daily: [1355, 9, 1452, 18]
- registration-marks-right: [1466, 2394, 1499, 2409]
- singer-portrait: [72, 1981, 355, 2383]
- faridkot-photo-1: [494, 932, 620, 1178]
- congress-body-2: ਫ਼ਰੀਦਕੋਟ, 29 ਜੁਲਾਈ (ਜਗਦੀਸ਼ ਕੁਮਾਰ ਬਿੱਟੂ): ਕਾਂਗਰਸ ਪਾਰਟੀ ਦੀ ਸੇਵਾ ਲਈ ਸਮਰਪਿਤ ਵਰਕਰਾਂ ਨੂੰ ਵੱਡੀਆਂ ਜ਼ਿੰਮੇਵਾਰੀਆਂ ਦਿੰਦਿਆਂ ਜ਼ਿਲ੍ਹਾ ਕਾਂਗਰਸ ਕਮੇਟੀ ਫ਼ਰੀਦਕੋਟ ਵੱਲੋਂ ਨਵੇਂ ਅਹੁਦੇਦਾਰਾਂ ਦੀ ਨਿਯੁਕਤੀ ਕੀਤੀ ਗਈ ਹੈ। ਇਸ ਤਹਿਤ ਹਰਜੀਤ ਸਿੰਘ ਬਿਸ਼ਨੰਦੀ, ਸੁਖਪਾਲ ਸਿੰਘ ਪਾਲੀ ਅਤੇ ਜਸਬੀਰ ਸਿੰਘ ਸੇਖੋਂ ਨੂੰ ਜ਼ਿਲ੍ਹਾ ਕਾਂਗਰਸ ਦਾ ਜਨਰਲ ਸਕੱਤਰ ਨਿਯੁਕਤ ਕੀਤਾ ਗਿਆ ਹੈ। ਨਵ-ਨਿਯੁਕਤ ਅਹੁਦੇਦਾਰਾਂ ਨੇ ਪਾਰਟੀ ਹਾਈਕਮਾਂਡ ਦਾ ਧੰਨਵਾਦ ਕਰਦਿਆਂ ਭਰੋਸਾ ਦਿਵਾਇਆ ਕਿ ਉਹ ਪਾਰਟੀ ਦੀ ਮਜ਼ਬੂਤੀ ਲਈ ਦਿਨ-ਰਾਤ ਕੰਮ ਕਰਨਗੇ। ਇਸ ਮੌਕੇ ਵੱਡੀ ਗਿਣਤੀ ਵਿੱਚ ਕਾਂਗਰਸੀ ਵਰਕਰ ਅਤੇ ਆਗੂ ਹਾਜ਼ਰ ਸਨ ਜਿਨ੍ਹਾਂ ਨੇ ਨਵੇਂ ਅਹੁਦੇਦਾਰਾਂ ਨੂੰ ਵਧਾਈ ਦਿੱਤੀ।: [9, 1494, 318, 1623]
- singer-body-c: ਉਨ੍ਹਾਂ ਦੇ ਅੰਤਿਮ ਸਸਕਾਰ ਮੌਕੇ ਪੰਜਾਬ ਸਰਕਾਰ ਦੇ ਮੰਤਰੀ, ਵਿਧਾਇਕ ਅਤੇ ਸੰਗੀਤ ਜਗਤ ਦੀਆਂ ਨਾਮਵਰ ਹਸਤੀਆਂ ਹਾਜ਼ਰ ਸਨ। ਸਾਰਿਆਂ ਨੇ ਕਿਹਾ ਕਿ ਛਿੰਦਾ ਜੀ ਨੇ ਆਪਣੀ ਬੁਲੰਦ ਆਵਾਜ਼ ਨਾਲ ਪੰਜਾਬੀ ਲੋਕ ਗਾਇਕੀ ਨੂੰ ਵਿਸ਼ਵ ਪੱਧਰ ਉੱਤੇ ਪਹੁੰਚਾਇਆ। ਪਰਿਵਾਰ ਨਾਲ ਦੁੱਖ ਸਾਂਝਾ ਕਰਨ ਲਈ ਵੱਡੀ ਗਿਣਤੀ ਵਿੱਚ ਲੋਕ ਪੁੱਜੇ।: [526, 2185, 1180, 2212]
- faridkot-body-right: ਅੰਤ ਵਿੱਚ ਮੰਚ ਵੱਲੋਂ ਸਾਹਿਤਕਾਰ ਨੂੰ ਸਨਮਾਨਿਤ ਕੀਤਾ ਗਿਆ। ਸਮਾਗਮ ਵਿੱਚ ਇਲਾਕੇ ਦੇ ਕਈ ਲੇਖਕ, ਕਵੀ ਅਤੇ ਸਾਹਿਤ ਪ੍ਰੇਮੀ ਹਾਜ਼ਰ ਸਨ। ਸਟੇਜ ਸਕੱਤਰ ਦੀ ਭੂਮਿਕਾ ਬਾਖ਼ੂਬੀ ਨਿਭਾਈ ਗਈ ਅਤੇ ਸਾਰੇ ਹਾਜ਼ਰੀਨ ਦਾ ਧੰਨਵਾਦ ਕੀਤਾ ਗਿਆ। ਕਵੀ ਦਰਬਾਰ ਵਿੱਚ ਹਾਜ਼ਰ ਕਵੀਆਂ ਨੇ ਆਪਣੀਆਂ ਰਚਨਾਵਾਂ ਰਾਹੀਂ ਖ਼ੂਬ ਰੰਗ ਬੰਨ੍ਹਿਆ।: [1288, 933, 1507, 1018]
- mandir-sidebar-body: ਦੂਜੇ ਪਾਸੇ ਜਦੋਂ ਇਸ ਸਬੰਧੀ ਦੂਜੀ ਧਿਰ ਦੇ ਗੁਰਚਰਨ ਸਿੰਘ ਬਾਜਵਾ ਨਾਲ ਗੱਲ ਕੀਤੀ ਤਾਂ ਉਨ੍ਹਾਂ ਕਿਹਾ ਕਿ ਇਹ ਸਭ ਝੂਠੇ ਦੋਸ਼ ਹਨ, ਜਿਨ੍ਹਾਂ ਵਿੱਚ ਕੋਈ ਸੱਚਾਈ ਨਹੀਂ ਹੈ। ਉਨ੍ਹਾਂ ਕਿਹਾ ਕਿ ਮੰਦਰ ਕਮੇਟੀ ਪੂਰੀ ਪਾਰਦਰਸ਼ਤਾ ਨਾਲ ਕੰਮ ਕਰ ਰਹੀ ਹੈ।: [1090, 1579, 1280, 1650]
- editorial-photo-collage: [254, 220, 696, 423]
- registration-marks-left: [32, 2394, 76, 2409]
